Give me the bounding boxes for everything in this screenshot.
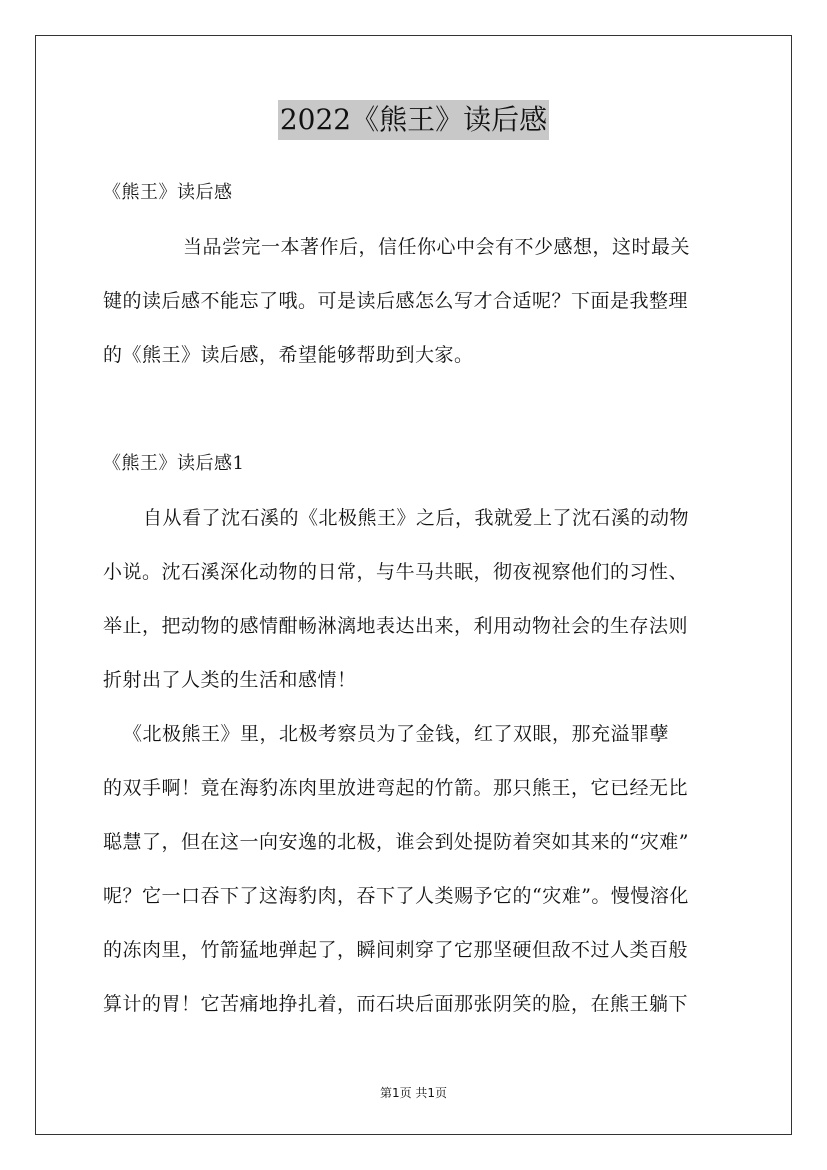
body-line: 算计的胃！它苦痛地挣扎着，而石块后面那张阴笑的脸，在熊王躺下 xyxy=(103,993,689,1015)
page-footer: 第1页 共1页 xyxy=(379,1086,448,1100)
intro-line: 当品尝完一本著作后，信任你心中会有不少感想，这时最关 xyxy=(183,236,691,258)
body-line: 折射出了人类的生活和感情！ xyxy=(103,669,357,691)
body-line: 自从看了沈石溪的《北极熊王》之后，我就爱上了沈石溪的动物 xyxy=(143,507,690,529)
intro-line: 键的读后感不能忘了哦。可是读后感怎么写才合适呢？下面是我整理 xyxy=(103,290,689,312)
section-title: 《熊王》读后感1 xyxy=(103,453,245,474)
body-line: 聪慧了，但在这一向安逸的北极，谁会到处提防着突如其来的“灾难” xyxy=(103,831,689,853)
document-subtitle: 《熊王》读后感 xyxy=(103,182,233,203)
title-container xyxy=(0,100,827,140)
document-title: 2022《熊王》读后感 xyxy=(278,100,549,140)
body-line: 呢？它一口吞下了这海豹肉，吞下了人类赐予它的“灾难”。慢慢溶化 xyxy=(103,885,689,907)
intro-line: 的《熊王》读后感，希望能够帮助到大家。 xyxy=(103,344,474,366)
body-line: 《北极熊王》里，北极考察员为了金钱，红了双眼，那充溢罪孽 xyxy=(123,723,670,745)
body-line: 的冻肉里，竹箭猛地弹起了，瞬间刺穿了它那坚硬但敌不过人类百般 xyxy=(103,939,689,961)
body-line: 举止，把动物的感情酣畅淋漓地表达出来，利用动物社会的生存法则 xyxy=(103,615,689,637)
body-line: 的双手啊！竟在海豹冻肉里放进弯起的竹箭。那只熊王，它已经无比 xyxy=(103,777,689,799)
body-line: 小说。沈石溪深化动物的日常，与牛马共眠，彻夜视察他们的习性、 xyxy=(103,561,689,583)
